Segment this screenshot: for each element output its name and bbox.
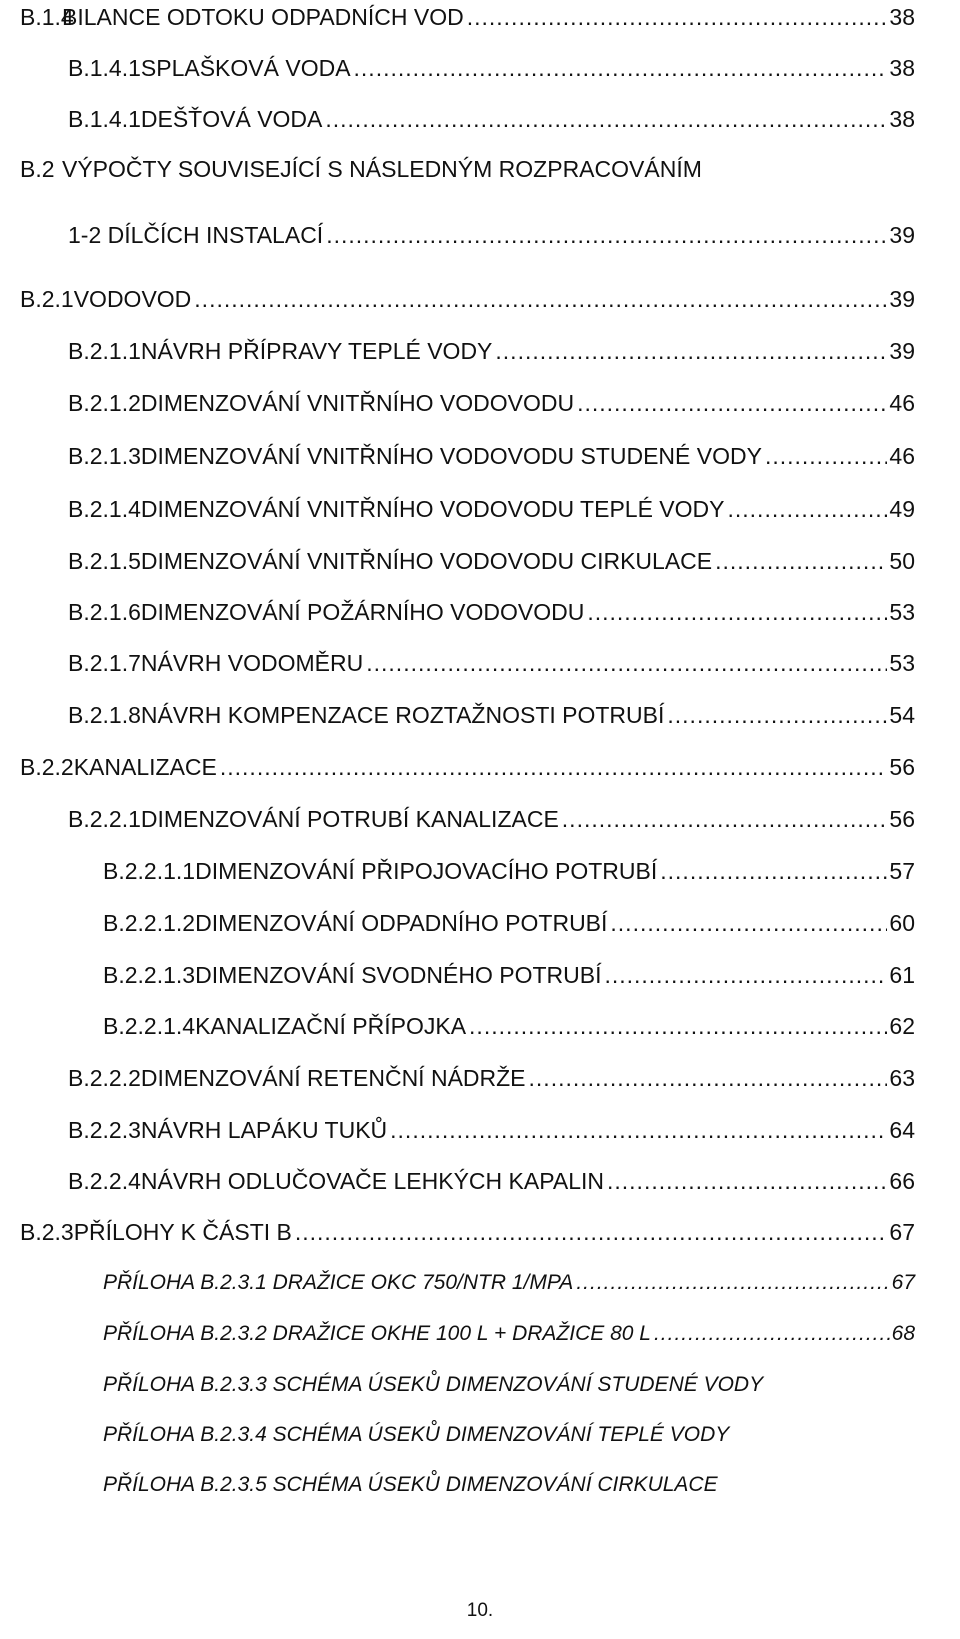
toc-entry-page: 39 (889, 338, 915, 364)
dot-leader (325, 104, 887, 134)
toc-entry-number: B.2.1.1 (68, 338, 141, 364)
toc-entry-title: NÁVRH LAPÁKU TUKŮ (140, 1117, 388, 1143)
dot-leader (715, 546, 887, 576)
toc-entry-number: B.2.2.1.4 (103, 1013, 196, 1039)
toc-entry-title: PŘÍLOHA B.2.3.2 DRAŽICE OKHE 100 L + DRAŽICE 80 L (103, 1322, 651, 1345)
toc-entry-number: B.2.2 (20, 754, 74, 780)
toc-entry-page: 39 (889, 286, 915, 312)
toc-entry-page: 46 (889, 443, 915, 469)
dot-leader (354, 53, 888, 83)
toc-entry[interactable] (103, 856, 915, 886)
toc-entry-page: 38 (889, 55, 915, 81)
toc-entry-title: DIMENZOVÁNÍ ODPADNÍHO POTRUBÍ (195, 910, 608, 936)
toc-entry-title: DEŠŤOVÁ VODA (140, 106, 323, 132)
toc-entry-title: DIMENZOVÁNÍ VNITŘNÍHO VODOVODU CIRKULACE (140, 548, 713, 574)
toc-entry[interactable] (20, 1217, 915, 1247)
toc-entry-title: DIMENZOVÁNÍ VNITŘNÍHO VODOVODU (140, 390, 575, 416)
toc-entry-number: B.2.2.3 (68, 1117, 141, 1143)
toc-entry-number: B.2 (20, 156, 55, 182)
toc-entry-title: PŘÍLOHA B.2.3.5 SCHÉMA ÚSEKŮ DIMENZOVÁNÍ CIRKULACE (103, 1473, 718, 1496)
toc-entry-page: 63 (889, 1065, 915, 1091)
toc-entry[interactable] (103, 1011, 915, 1041)
dot-leader (667, 700, 887, 730)
dot-leader (194, 284, 887, 314)
toc-entry-page: 67 (889, 1219, 915, 1245)
toc-entry-appendix[interactable] (103, 1470, 915, 1500)
toc-entry-page: 38 (889, 106, 915, 132)
toc-entry-number: B.2.1.4 (68, 496, 141, 522)
toc-entry-number: B.2.1.8 (68, 702, 141, 728)
toc-entry[interactable] (68, 648, 915, 678)
toc-entry-title: NÁVRH VODOMĚRU (140, 650, 364, 676)
dot-leader (587, 597, 887, 627)
toc-entry[interactable] (20, 2, 915, 32)
toc-entry-number: B.1.4.1 (68, 55, 141, 81)
toc-entry-title: NÁVRH PŘÍPRAVY TEPLÉ VODY (140, 338, 493, 364)
toc-entry-title: KANALIZAČNÍ PŘÍPOJKA (195, 1013, 467, 1039)
toc-entry-page: 67 (891, 1271, 915, 1294)
toc-entry[interactable] (20, 154, 915, 184)
toc-entry-number: B.2.1.5 (68, 548, 141, 574)
dot-leader (610, 908, 887, 938)
dot-leader (326, 220, 887, 250)
toc-entry-title: SPLAŠKOVÁ VODA (140, 55, 351, 81)
toc-entry-page: 68 (891, 1322, 915, 1345)
dot-leader (295, 1217, 888, 1247)
toc-entry-page: 61 (889, 962, 915, 988)
toc-entry-page: 60 (889, 910, 915, 936)
toc-entry-page: 64 (889, 1117, 915, 1143)
toc-entry[interactable] (68, 441, 915, 471)
toc-entry-page: 62 (889, 1013, 915, 1039)
toc-entry-number: B.2.1 (20, 286, 74, 312)
toc-entry-page: 56 (889, 754, 915, 780)
toc-entry-title: DIMENZOVÁNÍ SVODNÉHO POTRUBÍ (195, 962, 602, 988)
toc-entry-title: DIMENZOVÁNÍ POTRUBÍ KANALIZACE (140, 806, 559, 832)
toc-entry-appendix[interactable] (103, 1370, 915, 1400)
toc-entry-appendix[interactable] (103, 1268, 915, 1298)
toc-entry[interactable] (68, 220, 915, 250)
toc-entry-number: B.2.3 (20, 1219, 74, 1245)
toc-entry[interactable] (68, 1063, 915, 1093)
dot-leader (495, 336, 887, 366)
dot-leader (604, 960, 887, 990)
toc-entry-page: 56 (889, 806, 915, 832)
dot-leader (562, 804, 888, 834)
toc-entry-number: B.2.2.1 (68, 806, 141, 832)
toc-entry-title: 1-2 DÍLČÍCH INSTALACÍ (68, 222, 324, 248)
toc-entry-page: 46 (889, 390, 915, 416)
dot-leader (469, 1011, 887, 1041)
toc-entry-title: NÁVRH KOMPENZACE ROZTAŽNOSTI POTRUBÍ (140, 702, 665, 728)
dot-leader (576, 1268, 889, 1298)
toc-entry-number: B.1.4.1 (68, 106, 141, 132)
toc-entry-number: B.2.2.1.3 (103, 962, 196, 988)
toc-entry[interactable] (68, 597, 915, 627)
toc-entry-number: B.2.2.1.2 (103, 910, 196, 936)
toc-entry[interactable] (68, 53, 915, 83)
toc-entry[interactable] (68, 336, 915, 366)
toc-entry-title: DIMENZOVÁNÍ POŽÁRNÍHO VODOVODU (140, 599, 585, 625)
dot-leader (529, 1063, 888, 1093)
toc-entry-number: B.2.2.1.1 (103, 858, 196, 884)
dot-leader (654, 1319, 890, 1349)
page-number: 10. (466, 1600, 494, 1621)
toc-entry-title: VÝPOČTY SOUVISEJÍCÍ S NÁSLEDNÝM ROZPRACOVÁNÍM (62, 156, 702, 182)
toc-entry-page: 50 (889, 548, 915, 574)
dot-leader (765, 441, 887, 471)
toc-entry-appendix[interactable] (103, 1319, 915, 1349)
toc-entry-page: 66 (889, 1168, 915, 1194)
toc-entry-number: B.1.4 (20, 4, 74, 30)
dot-leader (607, 1166, 887, 1196)
toc-entry-page: 54 (889, 702, 915, 728)
toc-entry[interactable] (103, 960, 915, 990)
dot-leader (577, 388, 887, 418)
toc-entry-title: KANALIZACE (73, 754, 217, 780)
toc-entry-page: 57 (889, 858, 915, 884)
toc-entry-title: PŘÍLOHA B.2.3.4 SCHÉMA ÚSEKŮ DIMENZOVÁNÍ TEPLÉ VODY (103, 1423, 730, 1446)
toc-entry-page: 39 (889, 222, 915, 248)
toc-entry-title: DIMENZOVÁNÍ VNITŘNÍHO VODOVODU TEPLÉ VODY (140, 496, 725, 522)
toc-entry-page: 53 (889, 650, 915, 676)
toc-entry-title: PŘÍLOHA B.2.3.3 SCHÉMA ÚSEKŮ DIMENZOVÁNÍ STUDENÉ VODY (103, 1373, 764, 1396)
toc-entry-title: PŘÍLOHY K ČÁSTI B (73, 1219, 292, 1245)
dot-leader (366, 648, 887, 678)
toc-entry-title: NÁVRH ODLUČOVAČE LEHKÝCH KAPALIN (140, 1168, 604, 1194)
toc-entry-page: 38 (889, 4, 915, 30)
toc-entry[interactable] (68, 104, 915, 134)
toc-entry[interactable] (68, 546, 915, 576)
toc-entry[interactable] (20, 284, 915, 314)
dot-leader (660, 856, 887, 886)
toc-entry[interactable] (68, 804, 915, 834)
toc-entry-number: B.2.2.2 (68, 1065, 141, 1091)
toc-entry-number: B.2.2.4 (68, 1168, 141, 1194)
toc-entry[interactable] (20, 752, 915, 782)
toc-entry[interactable] (68, 700, 915, 730)
toc-entry-page: 53 (889, 599, 915, 625)
toc-entry[interactable] (68, 494, 915, 524)
dot-leader (467, 2, 888, 32)
toc-entry-appendix[interactable] (103, 1420, 915, 1450)
toc-entry-title: DIMENZOVÁNÍ PŘIPOJOVACÍHO POTRUBÍ (195, 858, 658, 884)
toc-entry[interactable] (103, 908, 915, 938)
toc-entry[interactable] (68, 1166, 915, 1196)
toc-entry-title: VODOVOD (73, 286, 192, 312)
toc-entry[interactable] (68, 1115, 915, 1145)
toc-entry-title: BILANCE ODTOKU ODPADNÍCH VOD (62, 4, 464, 30)
toc-entry-page: 49 (889, 496, 915, 522)
dot-leader (220, 752, 888, 782)
dot-leader (728, 494, 888, 524)
toc-entry-number: B.2.1.6 (68, 599, 141, 625)
toc-entry[interactable] (68, 388, 915, 418)
dot-leader (390, 1115, 887, 1145)
toc-entry-number: B.2.1.2 (68, 390, 141, 416)
toc-entry-title: DIMENZOVÁNÍ VNITŘNÍHO VODOVODU STUDENÉ VODY (140, 443, 762, 469)
toc-entry-number: B.2.1.7 (68, 650, 141, 676)
toc-entry-title: DIMENZOVÁNÍ RETENČNÍ NÁDRŽE (140, 1065, 526, 1091)
toc-entry-number: B.2.1.3 (68, 443, 141, 469)
toc-entry-title: PŘÍLOHA B.2.3.1 DRAŽICE OKC 750/NTR 1/MPA (103, 1271, 574, 1294)
